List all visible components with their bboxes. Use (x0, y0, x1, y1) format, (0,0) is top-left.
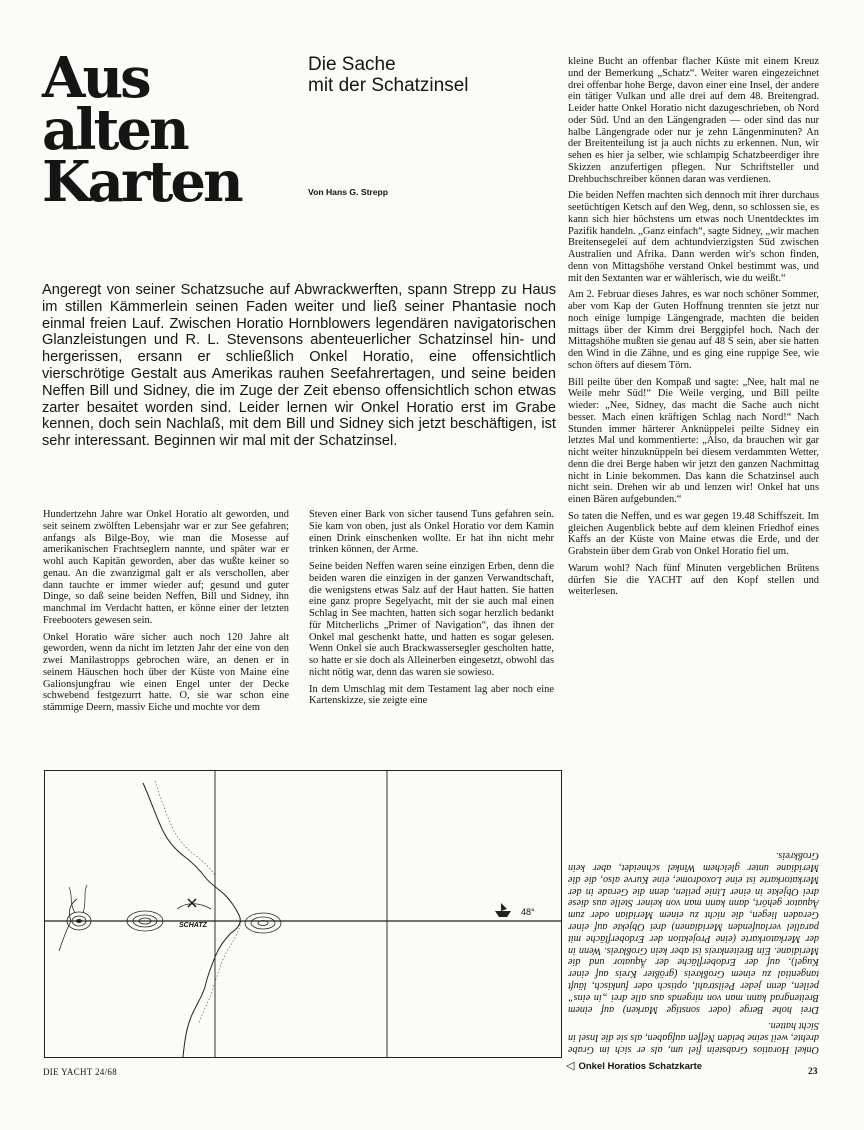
map-drawing (45, 771, 561, 1057)
paragraph: Steven einer Bark von sicher tausend Tuns gefahren sein. Sie kam von oben, just als Onkel Horatio vor dem Kamin einen Drink einschenken wollte. Er hat ihn nicht mehr trinken können, der Arme. (309, 509, 554, 556)
page-number: 23 (808, 1067, 818, 1077)
subtitle-line-2: mit der Schatzinsel (308, 75, 469, 96)
body-column-2 (309, 509, 554, 749)
author-byline: Von Hans G. Strepp (308, 187, 389, 197)
coastline (143, 783, 240, 1057)
paragraph: Onkel Horatio wäre sicher auch noch 120 Jahre alt geworden, wenn da nicht im letzten Jahr der eine von den zwei Manilastropps gebrochen wäre, an denen er in seinem Häuschen hoch über der Küste von Maine eine Galionsjungfrau wie einen Engel unter der Decke schwebend festgezurrt hatte. O, sie war schon eine stämmige Deern, massiv Eiche und mochte vor dem (43, 631, 289, 713)
paragraph: So taten die Neffen, und es war gegen 19.48 Schiffszeit. Im gleichen Augenblick bebte auf dem kleinen Friedhof eines Kaffs an der Küste von Maine etwas die Erde, und der Grabstein über dem Grab von Onkel Horatio fiel um. (568, 510, 819, 557)
paragraph: Warum wohl? Nach fünf Minuten vergeblichen Brütens dürfen Sie die YACHT auf den Kopf stellen und weiterlesen. (568, 562, 819, 598)
coastline-dotted (155, 781, 215, 875)
headline-line-1: Aus (42, 45, 149, 111)
volcano-smoke (69, 885, 87, 913)
caption-text: Onkel Horatios Schatzkarte (578, 1061, 703, 1072)
coastline-dotted (199, 921, 241, 1023)
article-subtitle (308, 54, 558, 96)
paragraph: In dem Umschlag mit dem Testament lag aber noch eine Kartenskizze, sie zeigte eine (309, 683, 554, 707)
paragraph: Hundertzehn Jahre war Onkel Horatio alt geworden, und seit seinem zwölften Lebensjahr war er zur See gefahren; anfangs als Bilge-Boy, wie man die Mosesse auf amerikanischen Frachtseglern nannte, und später war er wohl auch Kapitän geworden, aber das wußte keiner so genau. An die zwanzigmal galt er als verschollen, aber dann tauchte er immer wieder auf; gesund und guter Dinge, so daß seine beiden Neffen, Bill und Sidney, ihn manchmal im Verdacht hatten, er könne einer der letzten Freebooters gewesen sein. (43, 509, 289, 626)
map-caption (566, 1059, 702, 1072)
island-contour (251, 917, 275, 929)
headline-line-3: Karten (42, 149, 241, 215)
paragraph: Bill peilte über den Kompaß und sagte: „Nee, halt mal ne Weile mehr Süd!“ Die Weile verging, und Bill peilte wieder: „Nee, Sidney, das macht die Sache auch nicht besser. Mach einen kräftigen Schlag nach Nord!“ Nach Stunden immer härterer Anknüppelei peilte Sidney ein letztes Mal und kommentierte: „Also, da brauchen wir gar nicht weiter hinzuknüppeln bei diesem verdammten Wetter, denn die drei Berge haben wir jetzt den ganzen Nachmittag nicht in Linie bekommen. Das kann die Schatzinsel auch nicht sein. Drehen wir ab und lenzen wir! Onkel hat uns einen Bären aufgebunden.“ (568, 376, 819, 505)
paragraph: Die beiden Neffen machten sich dennoch mit ihrer durchaus seetüchtigen Ketsch auf den Weg, denn, so schlossen sie, es kann sich hier höchstens um etwas noch Unentdecktes im Pazifik handeln. „Ganz einfach“, sagte Sidney, „wir machen Breitensegelei auf dem achtundvierzigsten Süd zwischen Australien und Afrika. Dann werden wir's schon finden, denn von Mittagshöhe verstand Onkel bestimmt was, und mit den Sextanten war er wählerisch, wie du weißt.“ (568, 190, 819, 284)
island-contour (245, 913, 281, 933)
intro-paragraph: Angeregt von seiner Schatzsuche auf Abwrackwerften, spann Strepp zu Haus im stillen Kämmerlein seinen Faden weiter und ließ seiner Phantasie noch einmal freien Lauf. Zwischen Horatio Hornblowers legendären navigatorischen Glanzleistungen und R. L. Stevensons abenteuerlicher Schatzinsel hin- und hergerissen, ersann er schließlich Onkel Horatio, eine offensichtlich vierschrötige Gestalt aus Amerikas rauhen Seefahrertagen, und seine beiden Neffen Bill und Sidney, die im Zuge der Zeit ebenso offensichtlich schon etwas zarter besaitet worden sind. Leider lernen wir Onkel Horatio erst im Grabe kennen, doch sein Nachlaß, mit dem Bill und Sidney sich jetzt beschäftigen, ist sehr interessant. Beginnen wir mal mit der Schatzinsel. (42, 282, 556, 450)
schatz-label: SCHATZ (179, 922, 207, 929)
paragraph: kleine Bucht an offenbar flacher Küste mit einem Kreuz und der Bemerkung „Schatz“. Weiter waren eingezeichnet drei offenbar hohe Berge, davon einer eine Insel, der andere ein tätiger Vulkan und alle drei auf dem 48. Breitengrad. Leider hatte Onkel Horatio nicht dazugeschrieben, ob Nord oder Süd. Und an den Längengraden — oder sind das nur halbe Längengrade oder nur je zehn Längenminuten? An der Breitenteilung ist ja auch nichts zu erkennen. Nun, wir sehen es hier ja selber, wie schlampig Schatzbeerdiger ihre Skizzen anzufertigen pflegen. Nur Schriftsteller und Drehbuchschreiber können daran was verdienen. (568, 56, 819, 185)
upside-down-answer (568, 770, 819, 1055)
paragraph: Am 2. Februar dieses Jahres, es war noch schöner Sommer, aber vom Kap der Guten Hoffnung trennten sie jetzt nur noch einige lumpige Längengrade, machten die beiden mittags über der Kimm drei Berggipfel hoch. Nach der Mittagshöhe mußten sie genau auf 48 S sein, aber sie hatten den Wind in die Zähne, und es ging eine ruppige See, wie schon öfters auf diesem Törn. (568, 289, 819, 371)
footer-publication: DIE YACHT 24/68 (43, 1067, 117, 1077)
paragraph: Onkel Horatios Grabstein fiel um, als er sich im Grabe drehte, weil seine beiden Neffen aufgaben, als sie die Insel in Sicht hatten. (568, 1020, 819, 1055)
article-headline (42, 45, 272, 215)
headline-line-2: alten (42, 97, 187, 163)
mountain-contour (76, 919, 82, 923)
body-column-1 (43, 509, 289, 749)
triangle-left-icon: ◁ (566, 1060, 575, 1072)
treasure-map (44, 770, 562, 1058)
treasure-cross-icon (188, 899, 196, 907)
latitude-label: 48° (521, 907, 535, 917)
subtitle-line-1: Die Sache (308, 54, 396, 75)
ship-icon (495, 903, 511, 917)
body-column-3 (568, 56, 819, 756)
paragraph: Seine beiden Neffen waren seine einzigen Erben, denn die beiden waren die einzigen in der ganzen Verwandtschaft, die wenigstens etwas Salz auf der Haut hatten. Sie hatten eine ganz propre Segelyacht, mit der sie auch mal einen Schlag in See machten, hatten sich sogar herzlich bedankt für Mitcherlichs „Primer of Navigation“, das ihnen der Onkel mal geschenkt hatte, und hatten es sogar gelesen. Wenn Onkel sie auch Brackwassersegler gescholten hatte, so hatte er sie doch als Alleinerben eingesetzt, obwohl das nicht nötig war, denn das waren sie sowieso. (309, 561, 554, 678)
paragraph: Drei hohe Berge (oder sonstige Marken) auf einem Breitengrad kann man von nirgends aus alle drei „in eins“ peilen, denn jeder Peilstrahl, optisch oder funkisch, läuft tangential zu einem Großkreis (größter Kreis auf einer Kugel), auf der Erdoberfläche der Äquator und die Meridiane. Ein Breitenkreis ist aber kein Großkreis. Wenn in der Merkatorkarte (eine Projektion der Erdoberfläche mit parallel verlaufenden Meridianen) drei Objekte auf einer Geraden liegen, die nicht zu einem Meridian oder zum Äquator gehört, dann kann man von keiner Stelle aus diese drei Objekte in einer Linie peilen, denn die Gerade in der Merkatorkarte ist eine Loxodrome, eine Kurve also, die die Meridiane unter gleichem Winkel schneidet, aber kein Großkreis. (568, 850, 819, 1015)
